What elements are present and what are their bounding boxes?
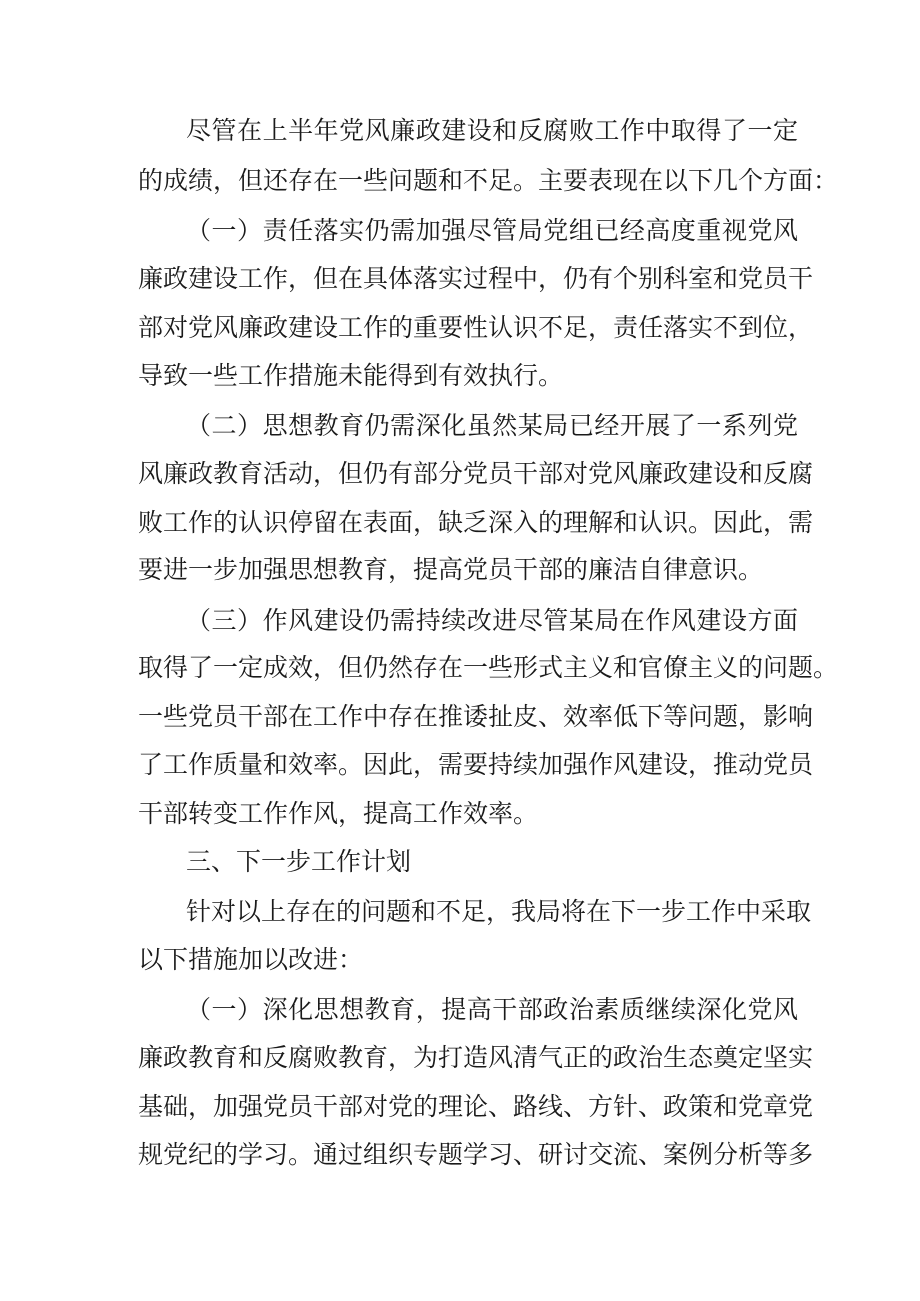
paragraph-3-line-1: （二）思想教育仍需深化虽然某局已经开展了一系列党 (186, 411, 798, 440)
paragraph-4-line-4: 了工作质量和效率。因此，需要持续加强作风建设，推动党员 (138, 750, 814, 779)
paragraph-3-line-2: 风廉政教育活动，但仍有部分党员干部对党风廉政建设和反腐 (138, 459, 814, 488)
paragraph-6-line-4: 规党纪的学习。通过组织专题学习、研讨交流、案例分析等多 (138, 1140, 814, 1169)
paragraph-4-line-5: 干部转变工作作风，提高工作效率。 (138, 799, 539, 828)
paragraph-2-line-2: 廉政建设工作，但在具体落实过程中，仍有个别科室和党员干 (138, 264, 814, 293)
paragraph-4-line-3: 一些党员干部在工作中存在推诿扯皮、效率低下等问题，影响 (138, 702, 814, 731)
paragraph-1-line-2: 的成绩，但还存在一些问题和不足。主要表现在以下几个方面： (138, 166, 839, 195)
section-heading: 三、下一步工作计划 (186, 847, 412, 876)
paragraph-2-line-3: 部对党风廉政建设工作的重要性认识不足，责任落实不到位， (138, 313, 814, 342)
paragraph-2-line-4: 导致一些工作措施未能得到有效执行。 (138, 361, 564, 390)
paragraph-4-line-2: 取得了一定成效，但仍然存在一些形式主义和官僚主义的问题。 (138, 653, 839, 682)
paragraph-3-line-3: 败工作的认识停留在表面，缺乏深入的理解和认识。因此，需 (138, 508, 814, 537)
paragraph-2-line-1: （一）责任落实仍需加强尽管局党组已经高度重视党风 (186, 216, 798, 245)
paragraph-6-line-1: （一）深化思想教育，提高干部政治素质继续深化党风 (186, 995, 798, 1024)
paragraph-3-line-4: 要进一步加强思想教育，提高党员干部的廉洁自律意识。 (138, 555, 764, 584)
paragraph-4-line-1: （三）作风建设仍需持续改进尽管某局在作风建设方面 (186, 606, 798, 635)
paragraph-6-line-3: 基础，加强党员干部对党的理论、路线、方针、政策和党章党 (138, 1092, 814, 1121)
paragraph-5-line-1: 针对以上存在的问题和不足，我局将在下一步工作中采取 (186, 897, 812, 926)
paragraph-5-line-2: 以下措施加以改进： (138, 945, 364, 974)
paragraph-1-line-1: 尽管在上半年党风廉政建设和反腐败工作中取得了一定 (186, 116, 798, 145)
paragraph-6-line-2: 廉政教育和反腐败教育，为打造风清气正的政治生态奠定坚实 (138, 1043, 814, 1072)
